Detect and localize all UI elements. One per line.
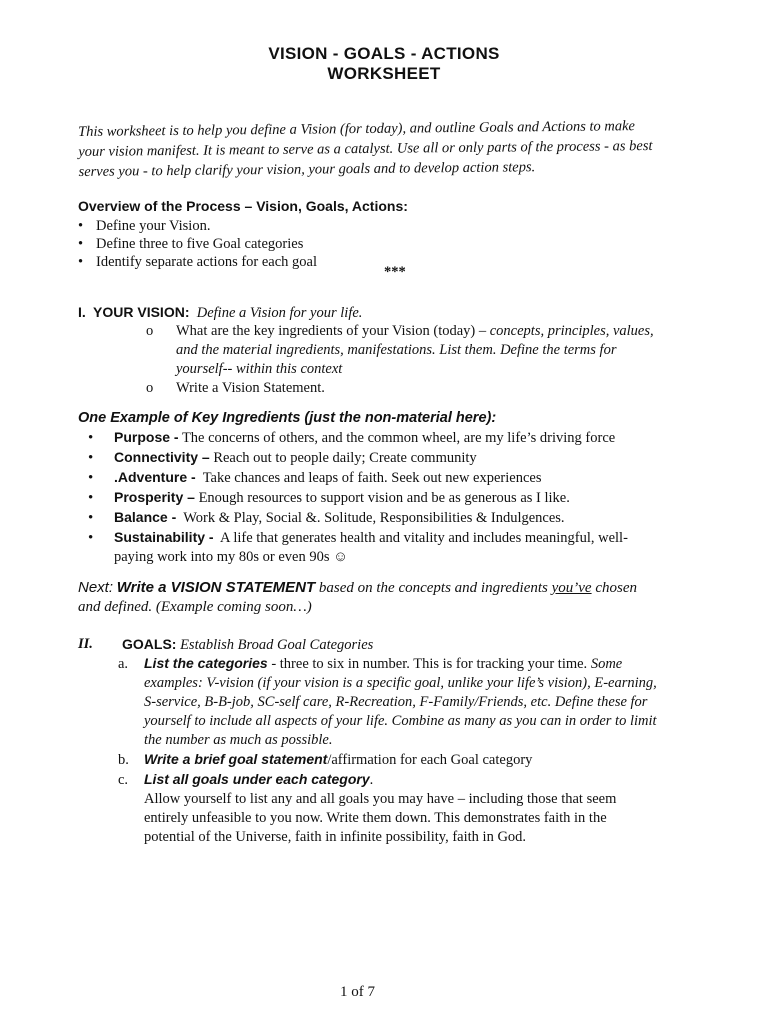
separator: *** <box>384 264 406 280</box>
section1-item: o What are the key ingredients of your Vision (today) – concepts, principles, values, and the material ingredients, manifestations. List them. Define the terms for yourself-- within this context o Write a Vision Statement. <box>146 322 716 398</box>
section1-item1-italic: concepts, principles, values, <box>489 323 654 339</box>
example-item-text: A life that generates health and vitality and includes meaningful, well- <box>220 530 628 546</box>
example-list <box>88 428 728 567</box>
overview-item-text: Identify separate actions for each goal <box>96 254 318 270</box>
page-number: 1 of 7 <box>340 984 375 1000</box>
example-item-text: Work & Play, Social &. Solitude, Responsibilities & Indulgences. <box>183 510 565 526</box>
section1-item1-cont: yourself-- within this context <box>176 361 343 377</box>
section2-label: GOALS: <box>122 636 177 652</box>
section2-item-c <box>118 770 738 790</box>
item-a-line: S-service, B-B-job, SC-self care, R-Recreation, F-Family/Friends, etc. Define these for <box>144 694 648 710</box>
intro-line: your vision manifest. It is meant to serve as a catalyst. Use all or only parts of the process - as best <box>78 137 653 160</box>
section2-item-b <box>118 750 738 770</box>
section2-list <box>118 654 738 847</box>
example-item-key: Connectivity – <box>114 449 210 465</box>
next-lead: Next: <box>78 579 114 596</box>
item-marker: c. <box>118 772 129 788</box>
page-subtitle: WORKSHEET <box>327 64 441 83</box>
example-item: • Sustainability - A life that generates health and vitality and includes meaningful, well- <box>88 529 628 546</box>
next-underlined: you’ve <box>551 580 592 596</box>
intro-paragraph <box>78 115 719 182</box>
example-item: • Prosperity – Enough resources to support vision and be as generous as I like. <box>88 489 570 506</box>
item-c-line: entirely unfeasible to you now. Write them down. This demonstrates faith in the <box>144 810 607 826</box>
section1-item1-text: What are the key ingredients of your Vision (today) – <box>176 323 487 339</box>
example-item-key: Prosperity – <box>114 489 195 505</box>
example-item: • .Adventure - Take chances and leaps of faith. Seek out new experiences <box>88 469 542 486</box>
section1-heading <box>78 304 362 322</box>
next-text: based on the concepts and ingredients <box>318 580 548 596</box>
next-paragraph <box>78 578 738 617</box>
item-c-line: potential of the Universe, faith in infinite possibility, faith in God. <box>144 829 527 845</box>
intro-line: This worksheet is to help you define a Vision (for today), and outline Goals and Actions to make <box>78 118 636 140</box>
example-item-key: Balance - <box>114 509 177 525</box>
item-a-bold: List the categories <box>144 655 268 671</box>
example-item: • Purpose - The concerns of others, and the common wheel, are my life’s driving force <box>88 429 616 446</box>
overview-item: • Define three to five Goal categories <box>78 236 304 252</box>
overview-item-text: Define three to five Goal categories <box>96 236 304 252</box>
example-item: • Balance - Work & Play, Social &. Solitude, Responsibilities & Indulgences. <box>88 509 565 526</box>
example-item-text: Take chances and leaps of faith. Seek out new experiences <box>202 470 542 486</box>
section1-item1-cont: and the material ingredients, manifestations. List them. Define the terms for <box>176 342 617 358</box>
section2-heading-text <box>122 636 373 654</box>
intro-line: serves you - to help clarify your vision, your goals and to develop action steps. <box>78 159 536 180</box>
next-bold: Write a VISION STATEMENT <box>116 579 316 596</box>
example-item-key: .Adventure - <box>114 469 196 485</box>
section1-item2-text: Write a Vision Statement. <box>176 380 325 396</box>
overview-item: • Identify separate actions for each goal <box>78 254 318 270</box>
example-item-cont: paying work into my 80s or even 90s ☺ <box>114 549 348 565</box>
section1-subtitle: Define a Vision for your life. <box>196 305 363 321</box>
item-a-line: yourself to include all aspects of your life. Combine as many as you can in order to limit <box>144 713 657 729</box>
example-item-key: Sustainability - <box>114 529 214 545</box>
next-text: chosen <box>595 580 637 596</box>
example-item: • Connectivity – Reach out to people daily; Create community <box>88 449 477 466</box>
item-a-line: examples: V-vision (if your vision is a specific goal, unlike your life’s vision), E-earning, <box>144 675 657 691</box>
example-heading: One Example of Key Ingredients (just the non-material here): <box>78 410 497 426</box>
section2-item-a <box>118 654 738 674</box>
item-a-text: - three to six in number. This is for tracking your time. <box>271 656 588 672</box>
section2-heading <box>78 636 93 653</box>
overview-heading: Overview of the Process – Vision, Goals, Actions: <box>78 198 408 214</box>
item-a-line: the number as much as possible. <box>144 732 333 748</box>
section2-number: II. <box>78 636 93 652</box>
item-b-bold: Write a brief goal statement <box>144 751 328 767</box>
item-c-period: . <box>369 772 374 788</box>
overview-item-text: Define your Vision. <box>96 218 211 234</box>
item-b-text: /affirmation for each Goal category <box>327 752 533 768</box>
example-item-key: Purpose - <box>114 429 179 445</box>
section2-subtitle: Establish Broad Goal Categories <box>180 637 374 653</box>
example-item-text: Enough resources to support vision and be as generous as I like. <box>198 490 570 506</box>
section1-number: I. <box>78 304 86 320</box>
item-c-bold: List all goals under each category <box>144 771 370 787</box>
page-title: VISION - GOALS - ACTIONS <box>268 44 500 63</box>
item-a-italic: Some <box>590 656 623 672</box>
overview-item: • Define your Vision. <box>78 218 211 234</box>
next-line2: and defined. (Example coming soon…) <box>78 599 312 615</box>
item-marker: b. <box>118 752 129 768</box>
section1-label: YOUR VISION: <box>93 304 190 320</box>
example-item-text: The concerns of others, and the common wheel, are my life’s driving force <box>181 430 616 446</box>
example-item-text: Reach out to people daily; Create community <box>213 450 477 466</box>
item-marker: a. <box>118 656 129 672</box>
item-c-line: Allow yourself to list any and all goals you may have – including those that seem <box>144 791 617 807</box>
